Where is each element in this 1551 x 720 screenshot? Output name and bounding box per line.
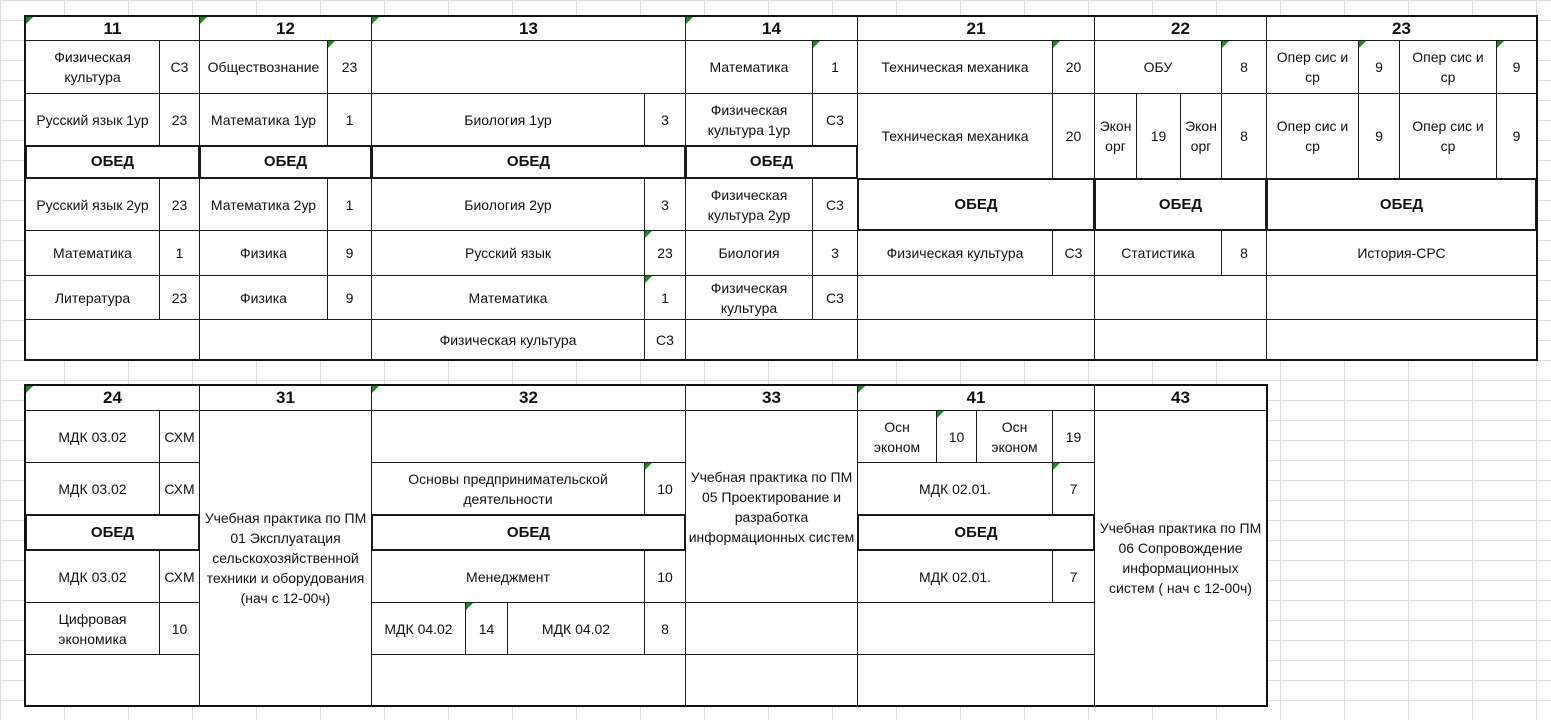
lesson-room: 1 [644, 275, 686, 320]
lesson-subject: Русский язык 2ур [25, 178, 160, 231]
lesson-subject: Физическая культура [857, 230, 1053, 276]
empty-cell [857, 654, 1095, 706]
empty-cell [1266, 319, 1537, 360]
empty-cell [199, 319, 372, 360]
lunch-break: ОБЕД [1094, 178, 1267, 231]
lesson-room: 23 [159, 93, 200, 146]
empty-cell [1094, 319, 1267, 360]
lesson-subject: Физика [199, 230, 328, 276]
group-header-11: 11 [25, 16, 200, 41]
lesson-subject: Цифровая экономика [25, 602, 160, 655]
lesson-room: С3 [812, 178, 858, 231]
lunch-break: ОБЕД [371, 514, 686, 551]
group-header-23: 23 [1266, 16, 1537, 41]
lunch-break: ОБЕД [25, 145, 200, 179]
lesson-subject: Менеджмент [371, 550, 645, 603]
lesson-subject: Опер сис и ср [1266, 93, 1359, 179]
lesson-subject: Опер сис и ср [1266, 40, 1359, 94]
lesson-room: 23 [159, 275, 200, 320]
lesson-subject: Физика [199, 275, 328, 320]
lesson-subject: МДК 03.02 [25, 550, 160, 603]
lesson-subject: Физическая культура [25, 40, 160, 94]
lesson-room: 23 [327, 40, 372, 94]
lesson-room: 3 [812, 230, 858, 276]
lesson-subject: МДК 03.02 [25, 462, 160, 515]
lesson-room: 10 [936, 410, 977, 463]
group-header-22: 22 [1094, 16, 1267, 41]
lesson-subject: Опер сис и ср [1399, 40, 1497, 94]
lesson-room: С3 [812, 93, 858, 146]
group-header-33: 33 [685, 385, 858, 411]
lesson-room: 9 [327, 230, 372, 276]
lesson-room: СХМ [159, 550, 200, 603]
group-header-14: 14 [685, 16, 858, 41]
lesson-room: 9 [1496, 40, 1537, 94]
lesson-subject: Осн эконом [857, 410, 937, 463]
lesson-room: 7 [1052, 550, 1095, 603]
lesson-subject: МДК 03.02 [25, 410, 160, 463]
group-header-31: 31 [199, 385, 372, 411]
lesson-room: 10 [644, 550, 686, 603]
lesson-subject: Опер сис и ср [1399, 93, 1497, 179]
lesson-subject: Математика [25, 230, 160, 276]
empty-cell [371, 410, 686, 463]
lesson-room: 20 [1052, 93, 1095, 179]
lesson-subject: Статистика [1094, 230, 1222, 276]
lesson-subject: МДК 02.01. [857, 462, 1053, 515]
lesson-subject: История-СРС [1266, 230, 1537, 276]
empty-cell [25, 654, 200, 706]
lesson-room: 20 [1052, 40, 1095, 94]
lunch-break: ОБЕД [857, 178, 1095, 231]
empty-cell [685, 602, 858, 655]
lesson-subject: МДК 04.02 [371, 602, 466, 655]
lesson-room: 9 [1496, 93, 1537, 179]
lesson-room: 8 [1221, 40, 1267, 94]
lesson-room: 8 [1221, 230, 1267, 276]
lesson-room: 14 [465, 602, 508, 655]
empty-cell [371, 40, 686, 94]
lesson-subject: Математика 1ур [199, 93, 328, 146]
practice-block: Учебная практика по ПМ 06 Сопровождение информационных систем ( нач с 12-00ч) [1094, 410, 1267, 706]
lesson-room: 9 [327, 275, 372, 320]
lesson-subject: Биология [685, 230, 813, 276]
lesson-room: С3 [812, 275, 858, 320]
lesson-room: 10 [644, 462, 686, 515]
lesson-room: 8 [644, 602, 686, 655]
lesson-subject: МДК 04.02 [507, 602, 645, 655]
lesson-subject: Биология 1ур [371, 93, 645, 146]
lesson-room: С3 [159, 40, 200, 94]
lesson-room: 3 [644, 93, 686, 146]
practice-block: Учебная практика по ПМ 01 Эксплуатация сельскохозяйственной техники и оборудования (нач с 12-00ч) [199, 410, 372, 706]
lunch-break: ОБЕД [199, 145, 372, 179]
empty-cell [25, 319, 200, 360]
lesson-subject: Биология 2ур [371, 178, 645, 231]
lesson-room: СХМ [159, 462, 200, 515]
lesson-room: 10 [159, 602, 200, 655]
lesson-room: 3 [644, 178, 686, 231]
lesson-subject: Техническая механика [857, 93, 1053, 179]
lesson-room: 1 [159, 230, 200, 276]
lesson-subject: Математика [371, 275, 645, 320]
empty-cell [1266, 275, 1537, 320]
group-header-12: 12 [199, 16, 372, 41]
lesson-subject: Физическая культура [685, 275, 813, 320]
lesson-subject: ОБУ [1094, 40, 1222, 94]
lesson-room: 9 [1358, 93, 1400, 179]
group-header-13: 13 [371, 16, 686, 41]
lesson-subject: Физическая культура 1ур [685, 93, 813, 146]
lesson-subject: МДК 02.01. [857, 550, 1053, 603]
lunch-break: ОБЕД [371, 145, 686, 179]
lesson-subject: Обществознание [199, 40, 328, 94]
lesson-room: 1 [327, 178, 372, 231]
lesson-subject: Физическая культура 2ур [685, 178, 813, 231]
empty-cell [685, 319, 858, 360]
lesson-subject: Физическая культура [371, 319, 645, 360]
lesson-subject: Математика [685, 40, 813, 94]
lunch-break: ОБЕД [857, 514, 1095, 551]
group-header-41: 41 [857, 385, 1095, 411]
lesson-room: С3 [1052, 230, 1095, 276]
lunch-break: ОБЕД [1266, 178, 1537, 231]
group-header-43: 43 [1094, 385, 1267, 411]
lesson-room: 23 [159, 178, 200, 231]
lesson-subject: Осн эконом [976, 410, 1053, 463]
lesson-room: 7 [1052, 462, 1095, 515]
lesson-room: 8 [1221, 93, 1267, 179]
lesson-room: 19 [1052, 410, 1095, 463]
empty-cell [685, 654, 858, 706]
lunch-break: ОБЕД [25, 514, 200, 551]
lesson-subject: Экон орг [1094, 93, 1137, 179]
group-header-32: 32 [371, 385, 686, 411]
lesson-room: 23 [644, 230, 686, 276]
lesson-room: С3 [644, 319, 686, 360]
empty-cell [1094, 275, 1267, 320]
lesson-subject: Техническая механика [857, 40, 1053, 94]
lesson-room: 1 [812, 40, 858, 94]
lesson-subject: Экон орг [1180, 93, 1222, 179]
lesson-room: СХМ [159, 410, 200, 463]
lesson-room: 1 [327, 93, 372, 146]
group-header-21: 21 [857, 16, 1095, 41]
empty-cell [371, 654, 686, 706]
lesson-subject: Литература [25, 275, 160, 320]
empty-cell [857, 319, 1095, 360]
lesson-subject: Основы предпринимательской деятельности [371, 462, 645, 515]
lesson-subject: Математика 2ур [199, 178, 328, 231]
empty-cell [857, 275, 1095, 320]
lesson-subject: Русский язык [371, 230, 645, 276]
group-header-24: 24 [25, 385, 200, 411]
lesson-subject: Русский язык 1ур [25, 93, 160, 146]
empty-cell [857, 602, 1095, 655]
lesson-room: 19 [1136, 93, 1181, 179]
practice-block: Учебная практика по ПМ 05 Проектирование и разработка информационных систем [685, 410, 858, 603]
lesson-room: 9 [1358, 40, 1400, 94]
lunch-break: ОБЕД [685, 145, 858, 179]
